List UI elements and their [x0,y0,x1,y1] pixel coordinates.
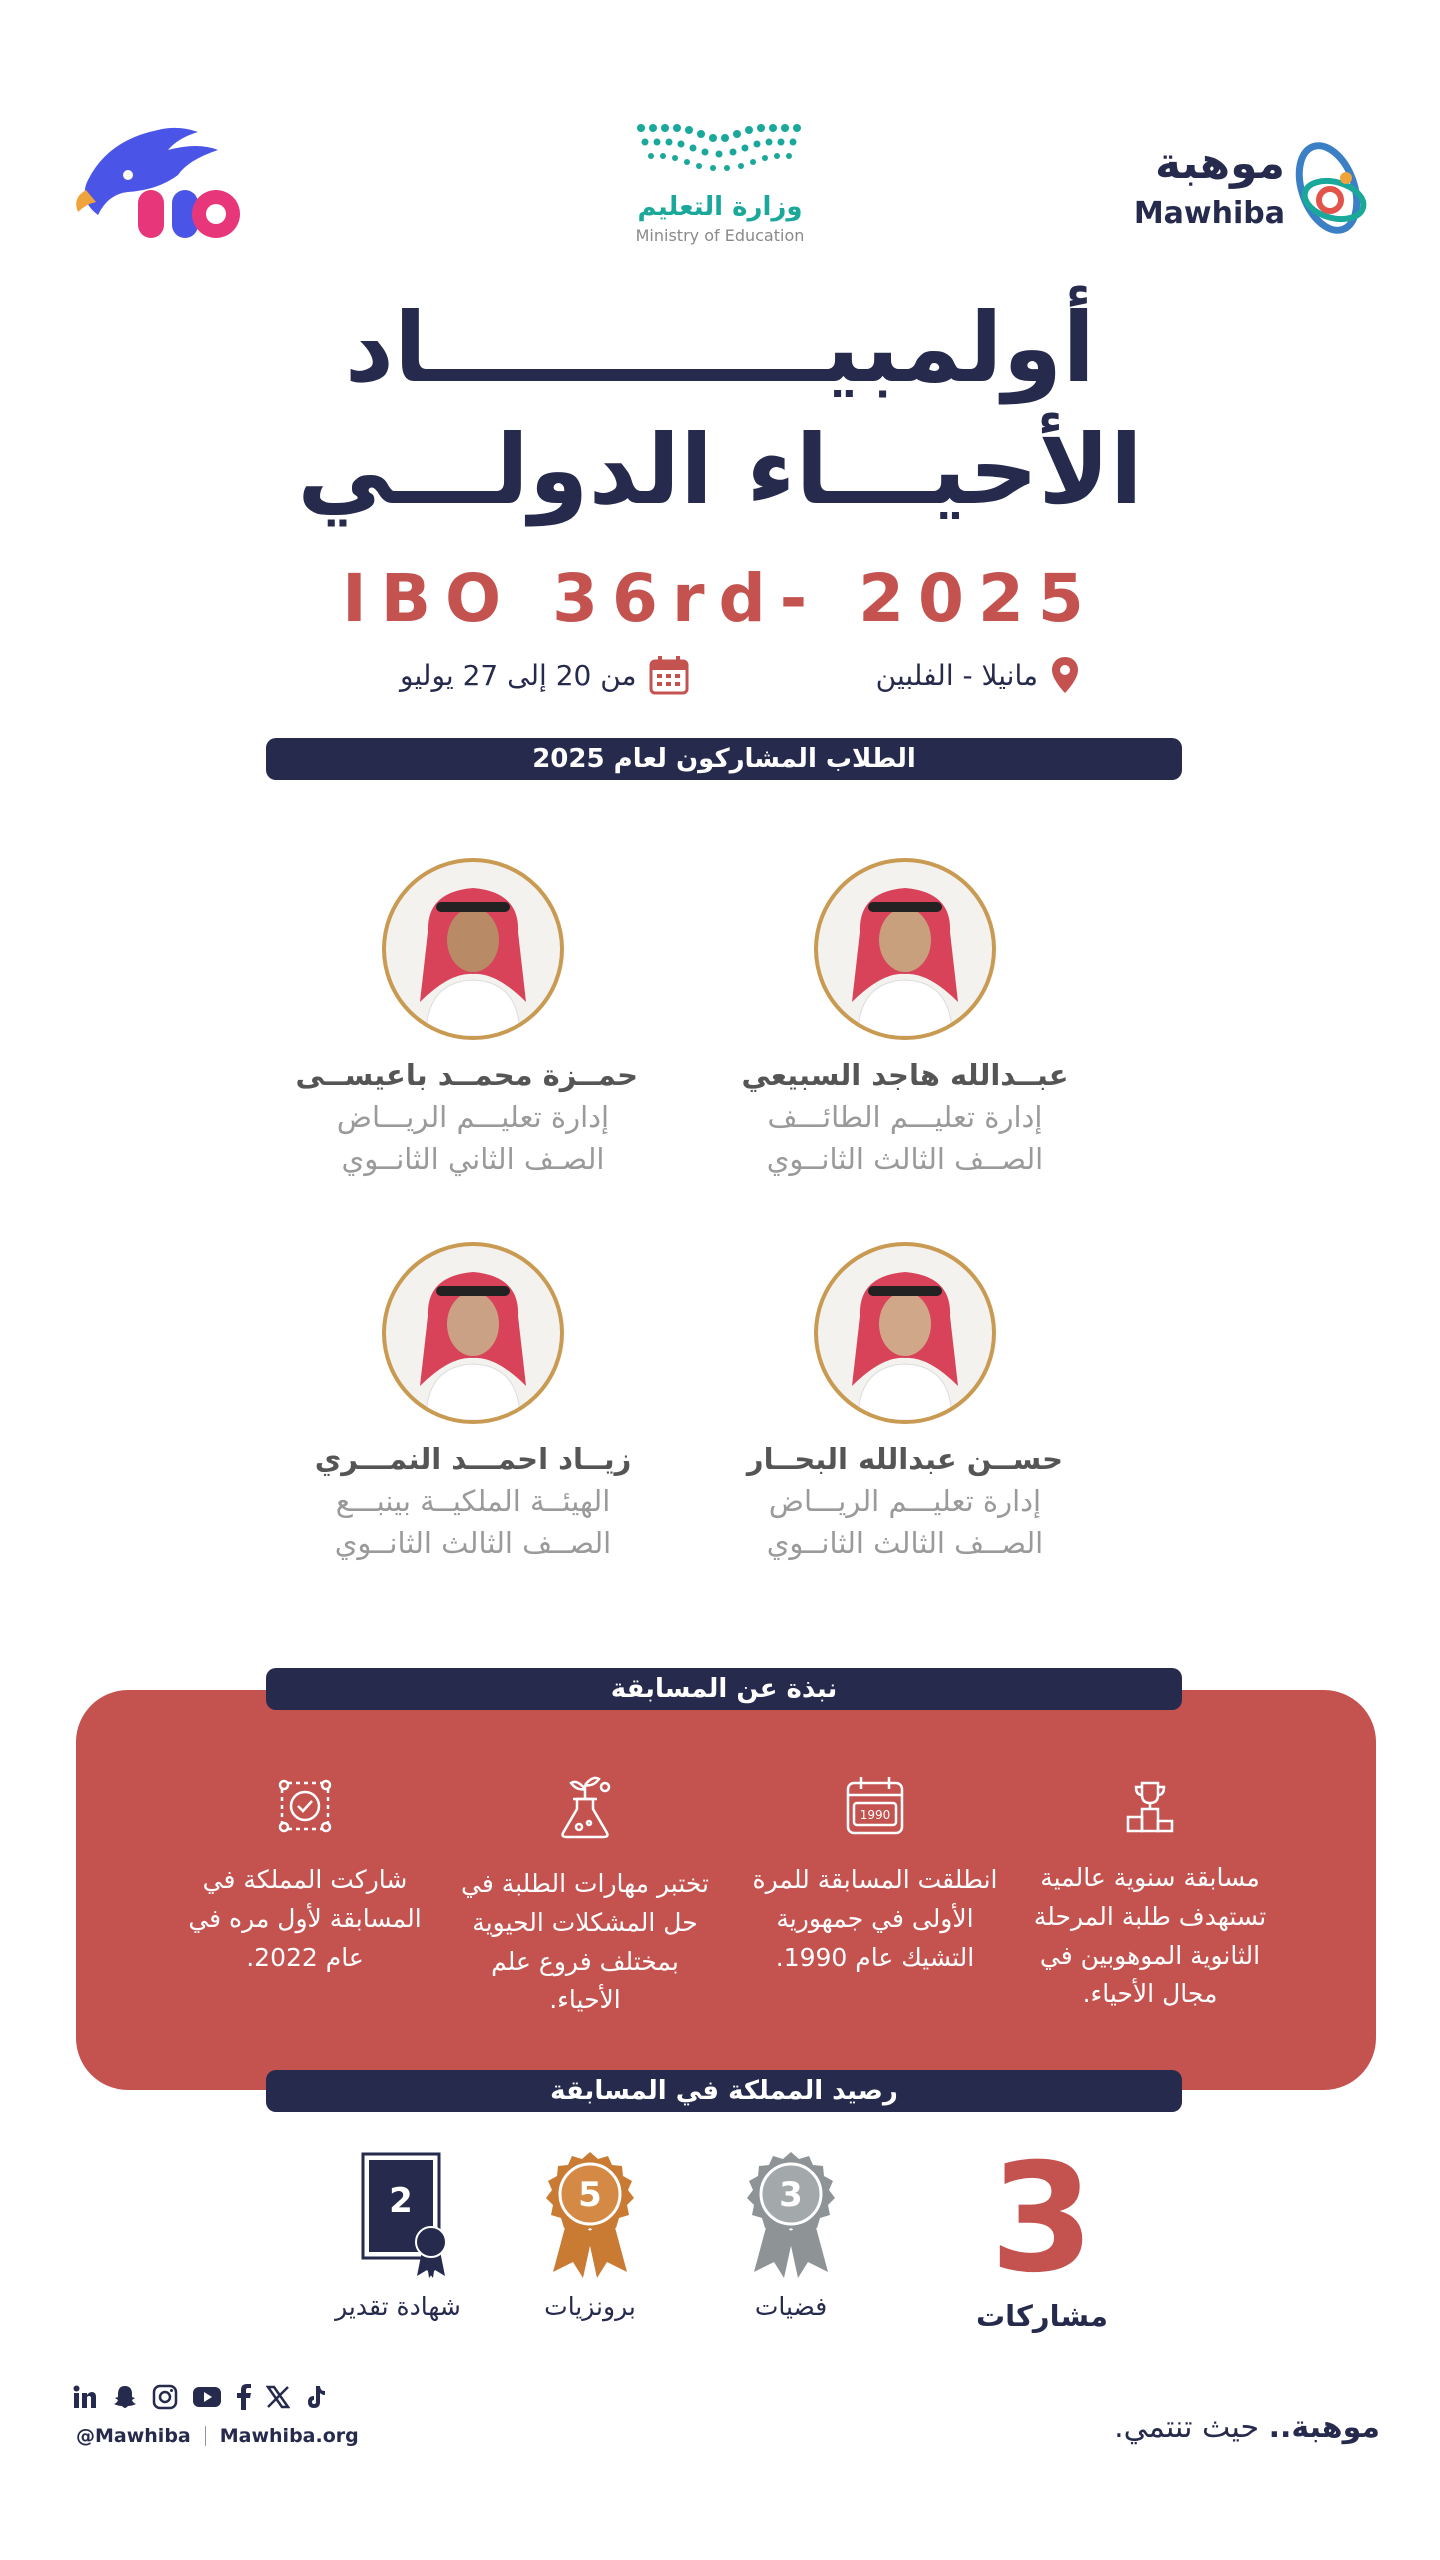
student-card [295,858,638,1176]
about-item [750,1775,1000,1977]
event-info-row [400,645,1080,705]
calendar-year-text: 1990 [859,1808,891,1822]
participations-label: مشاركات [976,2298,1108,2333]
title-line-1: أولمبيــــــــــــاد [344,292,1096,404]
instagram-icon[interactable] [152,2384,178,2410]
student-name: حمــزة محمــد باعيســى [295,1058,638,1092]
student-photo [814,1242,996,1424]
student-avatar-icon [818,862,992,1036]
student-name: عبــدالله هاجد السبيعي [741,1058,1069,1092]
bronze-value: 5 [578,2175,602,2215]
student-card [308,1242,638,1560]
student-district: إدارة تعليـــم الطائـــف [767,1100,1043,1134]
about-item [460,1775,710,2020]
footer-handle[interactable]: @Mawhiba [76,2425,191,2447]
footer-handles [76,2425,359,2447]
silver-value: 3 [779,2175,803,2215]
student-name: زيــاد احمـــد النمـــري [314,1442,632,1476]
ibo-logo [68,120,248,250]
mawhiba-logo-en: Mawhiba [1133,196,1285,231]
certificates-label: شهادة تقدير [335,2292,461,2321]
stats-section-title: رصيد المملكة في المسابقة [266,2070,1182,2112]
student-photo [814,858,996,1040]
student-district: الهيئــة الملكيــة بينبـــع [335,1484,611,1518]
ministry-logo-ar: وزارة التعليم [637,192,803,222]
event-code: IBO 36rd- 2025 [342,560,1098,637]
about-text: مسابقة سنوية عالمية تستهدف طلبة المرحلة الثانوية الموهوبين في مجال الأحياء. [1033,1863,1267,2009]
trophy-podium-icon [1120,1775,1180,1835]
certificates-value: 2 [389,2181,413,2221]
about-text: شاركت المملكة في المسابقة لأول مره في عام 2022. [188,1865,422,1972]
student-card [740,1242,1070,1560]
footer-slogan-bold: موهبة.. [1268,2410,1380,2445]
linkedin-icon[interactable] [72,2384,98,2410]
mawhiba-logo-ar: موهبة [1155,138,1285,189]
student-grade: الصــف الثالث الثانــوي [766,1526,1044,1560]
student-avatar-icon [818,1246,992,1420]
mawhiba-logo [1120,130,1380,250]
calendar-icon [649,655,689,695]
student-photo [382,858,564,1040]
dates-text: من 20 إلى 27 يوليو [400,658,637,692]
social-icons [72,2384,326,2410]
certificates-stat [318,2150,478,2321]
ministry-dots-icon [635,120,805,178]
facebook-icon[interactable] [236,2384,252,2410]
student-card [740,858,1070,1176]
student-district: إدارة تعليـــم الريـــاض [336,1100,610,1134]
ibo-bird-icon [68,120,248,250]
student-grade: الصـف الثاني الثانــوي [341,1142,605,1176]
student-district: إدارة تعليـــم الريـــاض [768,1484,1042,1518]
medal-network-icon [274,1775,336,1837]
x-icon[interactable] [266,2385,290,2409]
ministry-logo [620,120,820,260]
tiktok-icon[interactable] [304,2384,326,2410]
about-text: تختبر مهارات الطلبة في حل المشكلات الحيوية بمختلف فروع علم الأحياء. [461,1869,709,2015]
silver-medal-icon [736,2150,846,2280]
location-text: مانيلا - الفلبين [875,658,1038,692]
footer-website-link[interactable]: Mawhiba.org [219,2425,359,2447]
footer-slogan [1114,2410,1380,2445]
participations-value: 3 [989,2132,1095,2306]
certificate-icon [343,2150,453,2280]
student-name: حســن عبدالله البحــار [746,1442,1064,1476]
ministry-logo-en: Ministry of Education [635,226,805,245]
student-grade: الصــف الثالث الثانــوي [766,1142,1044,1176]
student-avatar-icon [386,862,560,1036]
bronze-label: برونزيات [544,2292,636,2321]
about-item [1025,1775,1275,2014]
silver-label: فضيات [754,2292,828,2321]
about-item [180,1775,430,1977]
calendar-1990-icon [845,1775,905,1837]
youtube-icon[interactable] [192,2384,222,2410]
student-grade: الصــف الثالث الثانــوي [334,1526,612,1560]
bronze-medal-icon [535,2150,645,2280]
participations-stat [962,2132,1122,2333]
snapchat-icon[interactable] [112,2384,138,2410]
title-line-2: الأحيـــاء الدولـــي [297,414,1143,526]
flask-plant-icon [555,1775,615,1841]
location-pin-icon [1050,655,1080,695]
student-avatar-icon [386,1246,560,1420]
about-section-title: نبذة عن المسابقة [266,1668,1182,1710]
bronze-stat [515,2150,665,2321]
location-info [876,655,1080,695]
footer-divider [205,2426,206,2446]
student-photo [382,1242,564,1424]
silver-stat [716,2150,866,2321]
footer-slogan-rest: حيث تنتمي. [1114,2410,1269,2445]
about-text: انطلقت المسابقة للمرة الأولى في جمهورية التشيك عام 1990. [752,1865,998,1972]
dates-info [400,655,689,695]
students-section-title: الطلاب المشاركون لعام 2025 [266,738,1182,780]
